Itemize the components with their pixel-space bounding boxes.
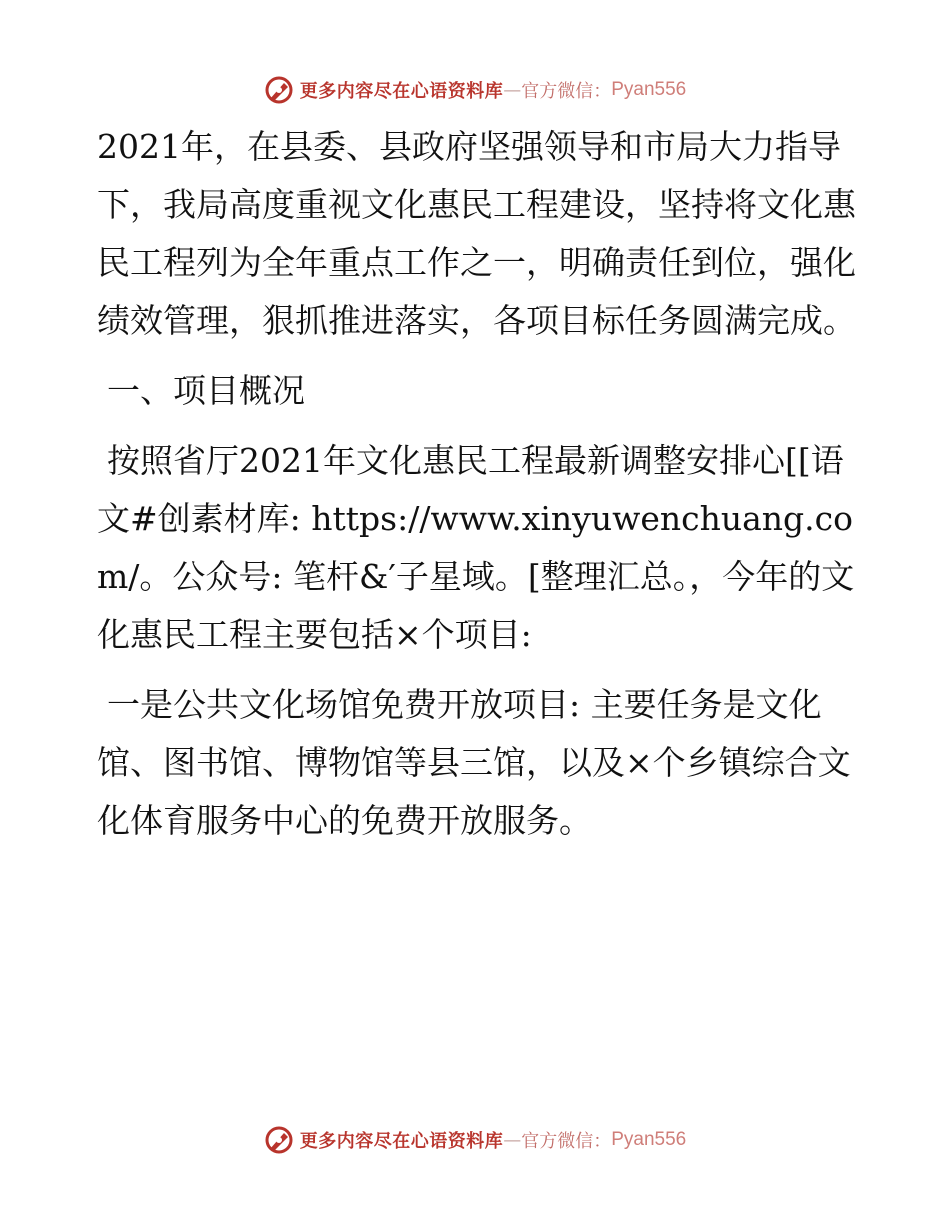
pen-logo-icon (264, 75, 294, 105)
document-body (97, 118, 857, 862)
pen-logo-icon (264, 1125, 294, 1155)
item-one-paragraph: 一是公共文化场馆免费开放项目: 主要任务是文化馆、图书馆、博物馆等县三馆，以及×个乡镇综合文化体育服务中心的免费开放服务。 (97, 685, 851, 840)
header-banner (0, 70, 950, 110)
banner-main-text: 更多内容尽在心语资料库 (299, 1131, 504, 1152)
banner-id-text: Pyan556 (611, 79, 687, 100)
section-heading: 一、项目概况 (107, 371, 305, 410)
banner-sub-text: 官方微信： (521, 1131, 612, 1152)
intro-paragraph: 2021年，在县委、县政府坚强领导和市局大力指导下，我局高度重视文化惠民工程建设，坚持将文化惠民工程列为全年重点工作之一，明确责任到位，强化绩效管理，狠抓推进落实，各项目标任务圆满完成。 (97, 127, 856, 340)
banner-sub-text: 官方微信： (521, 81, 612, 102)
overview-paragraph: 按照省厅2021年文化惠民工程最新调整安排心[[语文#创素材库: https://www.xinyuwenchuang.com/。公众号: 笔杆&′子星域。[整理汇总。，今年的文化惠民工程主要包括×个项目: (97, 441, 855, 654)
banner-main-text: 更多内容尽在心语资料库 (299, 81, 504, 102)
banner-id-text: Pyan556 (611, 1129, 687, 1150)
footer-banner (0, 1120, 950, 1160)
banner-dash: — (503, 79, 522, 101)
banner-dash: — (503, 1129, 522, 1151)
